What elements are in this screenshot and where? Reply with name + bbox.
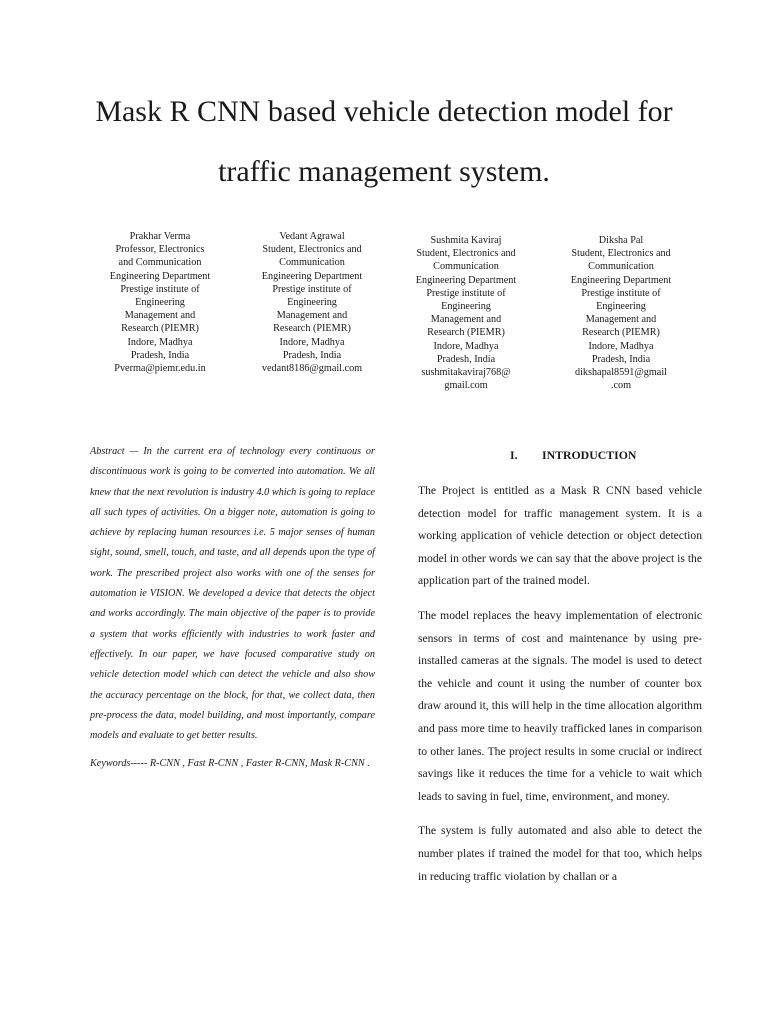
section-number: I.: [510, 448, 518, 462]
body-paragraph: The Project is entitled as a Mask R CNN based vehicle detection model for traffic management system. It is a working application of vehicle detection or object detection model in other words we can say that the above project is the application part of the trained model.: [418, 484, 702, 588]
author-name: Diksha Pal: [598, 235, 644, 246]
author-affiliation-line: Research (PIEMR): [427, 327, 505, 339]
author-affiliation-line: Engineering: [287, 297, 337, 309]
author-affiliation-line: and Communication: [118, 257, 202, 269]
author-email: sushmitakaviraj768@: [421, 367, 511, 379]
author-affiliation-line: Management and: [430, 314, 502, 326]
author-affiliation-line: Indore, Madhya: [127, 336, 193, 348]
author-affiliation-line: Management and: [124, 310, 196, 322]
author-affiliation-line: Pradesh, India: [591, 353, 651, 365]
author-affiliation-line: Engineering Department: [415, 274, 517, 286]
author-affiliation-line: Communication: [279, 257, 345, 269]
author-card: [391, 234, 541, 392]
section-title: INTRODUCTION: [542, 448, 637, 462]
author-affiliation-line: Research (PIEMR): [582, 327, 660, 339]
author-affiliation-line: Communication: [433, 261, 499, 273]
author-affiliation-line: Indore, Madhya: [279, 336, 345, 348]
section-heading: [418, 444, 702, 466]
author-affiliation-line: Engineering Department: [261, 270, 363, 282]
author-affiliation-line: Prestige institute of: [120, 283, 200, 295]
paper-title: [40, 82, 728, 202]
author-email: Pverma@piemr.edu.in: [114, 363, 206, 375]
author-affiliation-line: Pradesh, India: [130, 349, 190, 361]
body-paragraph: The system is fully automated and also able to detect the number plates if trained the model for that too, which helps in reducing traffic violation by challan or a: [418, 824, 702, 883]
author-affiliation-line: Professor, Electronics: [115, 244, 205, 256]
author-affiliation-line: Engineering: [596, 301, 646, 313]
author-affiliation-line: Management and: [276, 310, 348, 322]
author-name: Prakhar Verma: [129, 231, 191, 242]
author-card: [546, 234, 696, 392]
author-affiliation-line: Research (PIEMR): [273, 323, 351, 335]
author-affiliation-line: Pradesh, India: [282, 349, 342, 361]
author-affiliation-line: Student, Electronics and: [262, 244, 362, 256]
keywords-text: Keywords----- R-CNN , Fast R-CNN , Faster R-CNN, Mask R-CNN .: [90, 758, 370, 770]
author-affiliation-line: Indore, Madhya: [433, 340, 499, 352]
author-affiliation-line: Indore, Madhya: [588, 340, 654, 352]
author-affiliation-line: Engineering Department: [570, 274, 672, 286]
abstract-column: [90, 442, 375, 775]
author-affiliation-line: Student, Electronics and: [571, 248, 671, 260]
author-card: [237, 230, 387, 375]
author-email: gmail.com: [444, 380, 488, 392]
author-affiliation-line: Prestige institute of: [426, 287, 506, 299]
author-affiliation-line: Engineering: [135, 297, 185, 309]
author-email: dikshapal8591@gmail: [574, 367, 667, 379]
author-affiliation-line: Engineering Department: [109, 270, 211, 282]
author-email: .com: [610, 380, 632, 392]
body-paragraph: The model replaces the heavy implementation of electronic sensors in terms of cost and maintenance by using pre-installed cameras at the signals. The model is used to detect the vehicle and count it using the number of counter box draw around it, this will help in the time allocation algorithm and pass more time to heavily trafficked lanes in comparison to other lanes. The project results in some crucial or indirect savings like it reduces the time for a vehicle to wait which leads to saving in fuel, time, environment, and money.: [418, 608, 702, 803]
author-affiliation-line: Engineering: [441, 301, 491, 313]
abstract-text: Abstract — In the current era of technology every continuous or discontinuous work is going to be converted into automation. We all knew that the next revolution is industry 4.0 which is going to replace all such types of activities. On a bigger note, automation is going to achieve by replacing human resources i.e. 5 major senses of human sight, sound, smell, touch, and taste, and all depends upon the type of work. The prescribed project also works with one of the senses for automation ie VISION. We developed a device that detects the object and works accordingly. The main objective of the paper is to provide a system that works efficiently with industries to work faster and effectively. In our paper, we have focused comparative study on vehicle detection model which can detect the vehicle and also show the accuracy percentage on the block, for that, we collect data, then pre-process the data, model building, and most importantly, compare models and evaluate to get better results.: [90, 446, 375, 742]
author-affiliation-line: Pradesh, India: [436, 353, 496, 365]
introduction-column: [418, 444, 702, 900]
author-name: Sushmita Kaviraj: [430, 235, 502, 246]
author-affiliation-line: Prestige institute of: [272, 283, 352, 295]
author-affiliation-line: Research (PIEMR): [121, 323, 199, 335]
author-card: [85, 230, 235, 375]
author-affiliation-line: Management and: [585, 314, 657, 326]
title-line-1: Mask R CNN based vehicle detection model for: [95, 95, 673, 128]
author-affiliation-line: Prestige institute of: [581, 287, 661, 299]
author-affiliation-line: Communication: [588, 261, 654, 273]
author-affiliation-line: Student, Electronics and: [416, 248, 516, 260]
author-name: Vedant Agrawal: [279, 231, 345, 242]
author-block: [0, 230, 768, 410]
title-line-2: traffic management system.: [218, 155, 550, 188]
author-email: vedant8186@gmail.com: [261, 363, 363, 375]
